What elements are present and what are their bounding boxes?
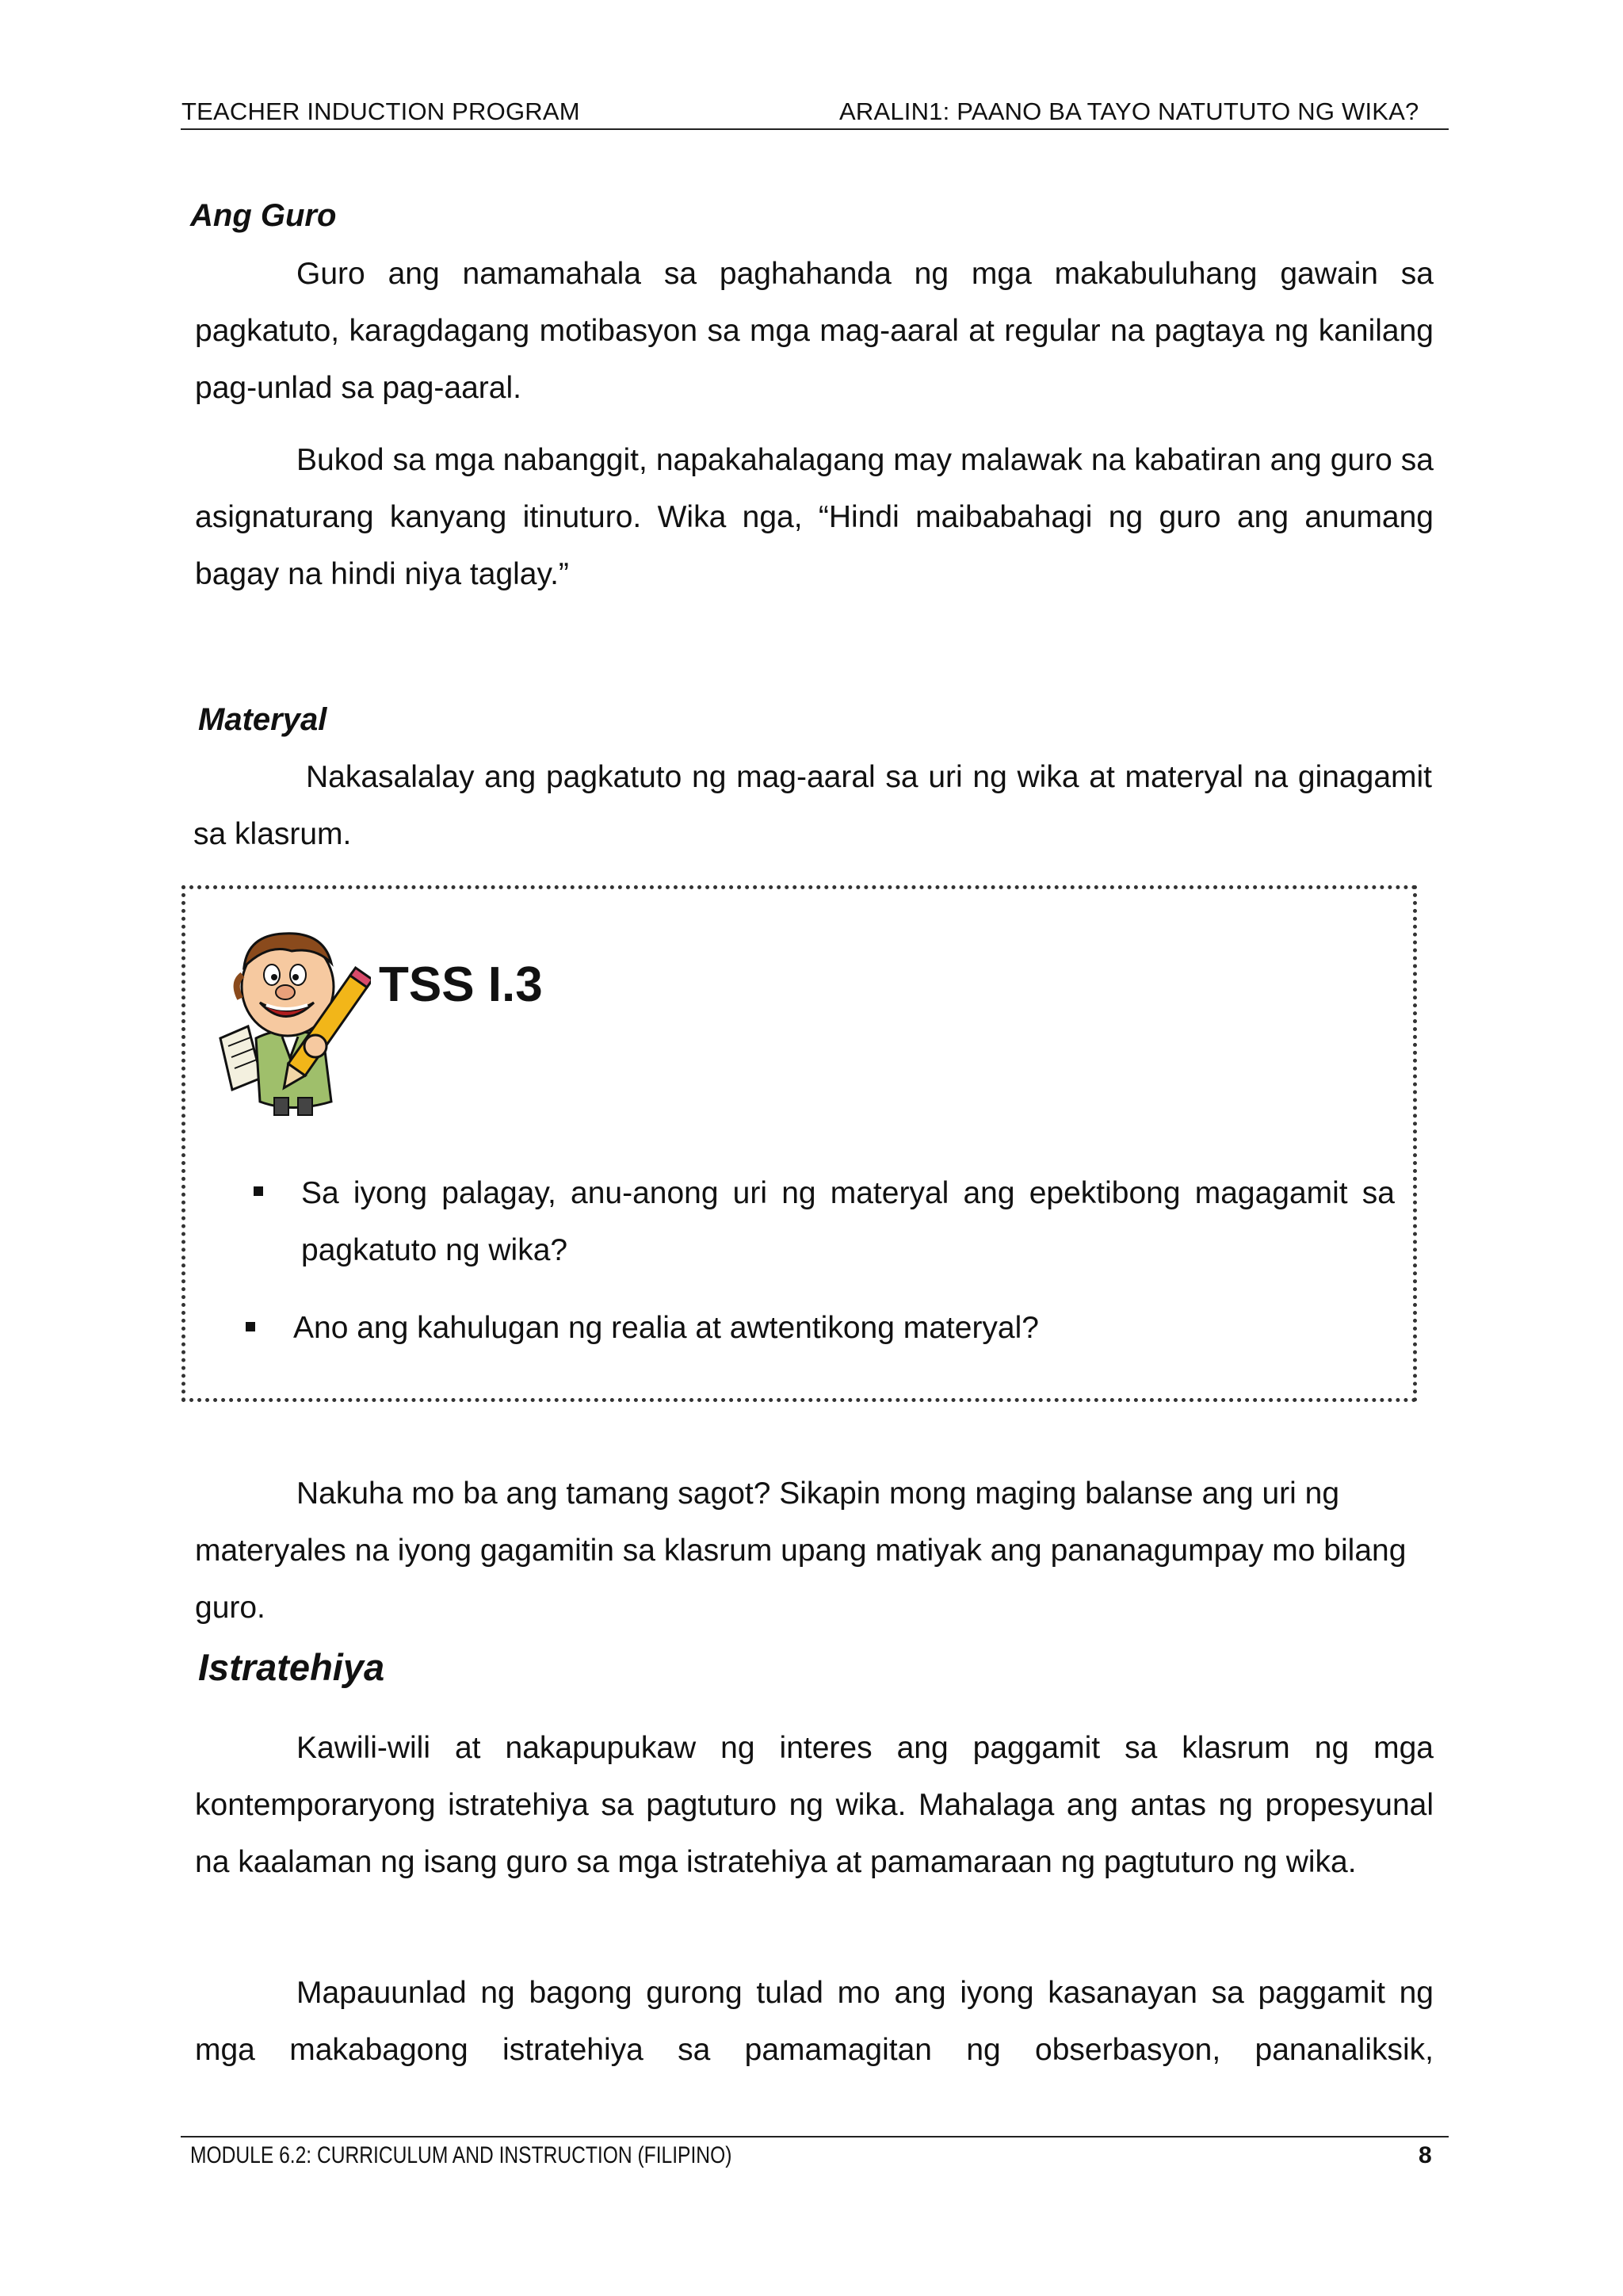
- paragraph-istratehiya-1: [195, 1720, 1434, 1891]
- bullet-marker-2: [246, 1321, 255, 1335]
- bullet-marker-1: [254, 1186, 263, 1200]
- paragraph-materyal-1: [193, 749, 1432, 863]
- tss-question-1: Sa iyong palagay, anu-anong uri ng materyal ang epektibong magagamit sa pagkatuto ng wika?: [301, 1176, 1395, 1267]
- cartoon-teacher-with-pencil-icon: [212, 919, 371, 1117]
- page-number: 8: [1419, 2142, 1432, 2168]
- footer-module-title: MODULE 6.2: CURRICULUM AND INSTRUCTION (FILIPINO): [190, 2142, 732, 2168]
- tss-question-2: Ano ang kahulugan ng realia at awtentikong materyal?: [293, 1311, 1039, 1345]
- paragraph-guro-2-text: Bukod sa mga nabanggit, napakahalagang may malawak na kabatiran ang guro sa asignaturang kanyang itinuturo. Wika nga, “Hindi maibabahagi ng guro ang anumang bagay na hindi niya taglay.”: [195, 443, 1434, 591]
- header-program-title: TEACHER INDUCTION PROGRAM: [181, 97, 580, 125]
- paragraph-materyal-1-text: Nakasalalay ang pagkatuto ng mag-aaral sa uri ng wika at materyal na ginagamit sa klasrum.: [193, 760, 1432, 851]
- footer-rule: [181, 2136, 1449, 2137]
- paragraph-after-box-text: Nakuha mo ba ang tamang sagot? Sikapin mong maging balanse ang uri ng materyales na iyong gagamitin sa klasrum upang matiyak ang pananagumpay mo bilang guro.: [195, 1477, 1407, 1625]
- paragraph-guro-1-text: Guro ang namamahala sa paghahanda ng mga makabuluhang gawain sa pagkatuto, karagdagang motibasyon sa mga mag-aaral at regular na pagtaya ng kanilang pag-unlad sa pag-aaral.: [195, 257, 1434, 405]
- tss-title: TSS I.3: [379, 957, 543, 1012]
- section-heading-materyal: Materyal: [198, 702, 327, 737]
- section-heading-istratehiya: Istratehiya: [198, 1646, 385, 1688]
- section-heading-guro: Ang Guro: [190, 198, 337, 233]
- header-lesson-title: ARALIN1: PAANO BA TAYO NATUTUTO NG WIKA?: [839, 97, 1419, 125]
- paragraph-after-box: [195, 1465, 1431, 1637]
- paragraph-istratehiya-2: [195, 1965, 1434, 2079]
- paragraph-guro-2: [195, 432, 1434, 603]
- paragraph-istratehiya-2-text: Mapauunlad ng bagong gurong tulad mo ang iyong kasanayan sa paggamit ng mga makabagong istratehiya sa pamamagitan ng obserbasyon, pananaliksik,: [195, 1976, 1434, 2067]
- paragraph-istratehiya-1-text: Kawili-wili at nakapupukaw ng interes ang paggamit sa klasrum ng mga kontemporaryong istratehiya sa pagtuturo ng wika. Mahalaga ang antas ng propesyunal na kaalaman ng isang guro sa mga istratehiya at pamamaraan ng pagtuturo ng wika.: [195, 1731, 1434, 1879]
- header-rule: [181, 128, 1449, 130]
- paragraph-guro-1: [195, 246, 1434, 417]
